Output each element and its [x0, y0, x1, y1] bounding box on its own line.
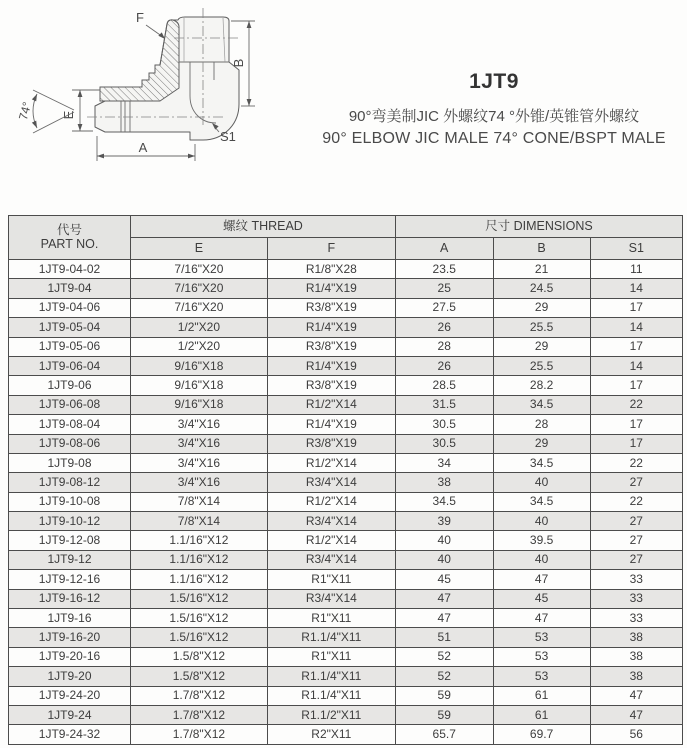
- part-no-cell: 1JT9-12-08: [9, 531, 131, 550]
- arrow-icon: [188, 154, 195, 159]
- value-cell: 47: [493, 609, 590, 628]
- value-cell: R3/4"X14: [267, 589, 395, 608]
- table-header-row-1: [9, 216, 683, 238]
- table-row: [9, 415, 683, 434]
- table-row: [9, 647, 683, 666]
- value-cell: 45: [395, 570, 493, 589]
- table-row: [9, 550, 683, 569]
- part-no-cell: 1JT9-20: [9, 667, 131, 686]
- col-header-e: E: [130, 238, 267, 260]
- value-cell: 1.1/16"X12: [130, 570, 267, 589]
- value-cell: 52: [395, 647, 493, 666]
- value-cell: R2"X11: [267, 725, 395, 745]
- value-cell: R1/4"X19: [267, 356, 395, 375]
- arrow-icon: [247, 21, 252, 28]
- value-cell: R3/4"X14: [267, 473, 395, 492]
- part-no-cell: 1JT9-06-04: [9, 356, 131, 375]
- value-cell: 38: [395, 473, 493, 492]
- value-cell: 40: [493, 550, 590, 569]
- value-cell: 47: [395, 589, 493, 608]
- table-row: [9, 609, 683, 628]
- value-cell: R3/8"X19: [267, 298, 395, 317]
- value-cell: 1.1/16"X12: [130, 550, 267, 569]
- table-row: [9, 395, 683, 414]
- table-row: [9, 473, 683, 492]
- col-header-a: A: [395, 238, 493, 260]
- value-cell: 29: [493, 337, 590, 356]
- section-hatch: [100, 20, 179, 101]
- technical-drawing: [2, 0, 302, 198]
- table-row: [9, 570, 683, 589]
- part-no-cell: 1JT9-04-02: [9, 260, 131, 279]
- value-cell: 1/2"X20: [130, 318, 267, 337]
- part-no-cell: 1JT9-08-06: [9, 434, 131, 453]
- value-cell: 17: [590, 337, 682, 356]
- value-cell: 34.5: [493, 395, 590, 414]
- value-cell: 53: [493, 647, 590, 666]
- value-cell: 29: [493, 434, 590, 453]
- value-cell: 17: [590, 434, 682, 453]
- value-cell: 51: [395, 628, 493, 647]
- value-cell: 52: [395, 667, 493, 686]
- value-cell: 7/16"X20: [130, 279, 267, 298]
- value-cell: 31.5: [395, 395, 493, 414]
- value-cell: R1"X11: [267, 570, 395, 589]
- value-cell: 1.7/8"X12: [130, 705, 267, 724]
- value-cell: 25.5: [493, 318, 590, 337]
- value-cell: 3/4"X16: [130, 473, 267, 492]
- value-cell: 1.7/8"X12: [130, 725, 267, 745]
- value-cell: 3/4"X16: [130, 415, 267, 434]
- value-cell: 27: [590, 473, 682, 492]
- value-cell: R3/4"X14: [267, 550, 395, 569]
- table-row: [9, 453, 683, 472]
- part-no-cell: 1JT9-05-06: [9, 337, 131, 356]
- part-no-cell: 1JT9-04-06: [9, 298, 131, 317]
- table-row: [9, 589, 683, 608]
- value-cell: 25.5: [493, 356, 590, 375]
- part-no-cell: 1JT9-04: [9, 279, 131, 298]
- arrow-icon: [97, 154, 104, 159]
- value-cell: 1.5/8"X12: [130, 647, 267, 666]
- value-cell: 21: [493, 260, 590, 279]
- table-row: [9, 279, 683, 298]
- value-cell: R1/2"X14: [267, 453, 395, 472]
- part-no-header: [9, 216, 131, 260]
- table-row: [9, 376, 683, 395]
- value-cell: 1.5/8"X12: [130, 667, 267, 686]
- value-cell: 1.5/16"X12: [130, 589, 267, 608]
- value-cell: 3/4"X16: [130, 434, 267, 453]
- value-cell: R1.1/4"X11: [267, 667, 395, 686]
- value-cell: 40: [395, 550, 493, 569]
- value-cell: 40: [493, 473, 590, 492]
- thread-group-header: 螺纹 THREAD: [130, 216, 395, 238]
- table-row: [9, 705, 683, 724]
- value-cell: R1/8"X28: [267, 260, 395, 279]
- part-no-header-zh: 代号: [56, 222, 82, 237]
- value-cell: 14: [590, 356, 682, 375]
- value-cell: 22: [590, 453, 682, 472]
- table-row: [9, 260, 683, 279]
- arrow-icon: [32, 93, 39, 101]
- table-row: [9, 298, 683, 317]
- value-cell: 26: [395, 356, 493, 375]
- value-cell: 22: [590, 395, 682, 414]
- part-no-cell: 1JT9-08-04: [9, 415, 131, 434]
- value-cell: 38: [590, 667, 682, 686]
- dim-label-e: E: [61, 110, 76, 120]
- table-row: [9, 667, 683, 686]
- value-cell: 34.5: [493, 453, 590, 472]
- value-cell: R1/4"X19: [267, 279, 395, 298]
- part-no-cell: 1JT9-08: [9, 453, 131, 472]
- parts-table-body: [9, 260, 683, 745]
- table-row: [9, 356, 683, 375]
- value-cell: R3/8"X19: [267, 376, 395, 395]
- dim-label-f: F: [136, 10, 144, 25]
- part-no-cell: 1JT9-10-12: [9, 512, 131, 531]
- value-cell: 17: [590, 298, 682, 317]
- value-cell: R1.1/2"X11: [267, 705, 395, 724]
- parts-table: [8, 215, 683, 745]
- value-cell: 53: [493, 667, 590, 686]
- value-cell: 30.5: [395, 434, 493, 453]
- value-cell: R1"X11: [267, 647, 395, 666]
- value-cell: 65.7: [395, 725, 493, 745]
- value-cell: R3/8"X19: [267, 337, 395, 356]
- value-cell: R3/4"X14: [267, 512, 395, 531]
- part-no-cell: 1JT9-16-12: [9, 589, 131, 608]
- value-cell: 61: [493, 705, 590, 724]
- value-cell: R1.1/4"X11: [267, 686, 395, 705]
- value-cell: 29: [493, 298, 590, 317]
- part-no-cell: 1JT9-05-04: [9, 318, 131, 337]
- value-cell: 24.5: [493, 279, 590, 298]
- part-no-cell: 1JT9-16-20: [9, 628, 131, 647]
- value-cell: R1/2"X14: [267, 492, 395, 511]
- table-row: [9, 337, 683, 356]
- value-cell: 38: [590, 647, 682, 666]
- value-cell: 30.5: [395, 415, 493, 434]
- value-cell: 22: [590, 492, 682, 511]
- value-cell: 40: [395, 531, 493, 550]
- page-title: 1JT9: [469, 70, 519, 93]
- value-cell: 1.7/8"X12: [130, 686, 267, 705]
- value-cell: 7/16"X20: [130, 260, 267, 279]
- value-cell: 9/16"X18: [130, 376, 267, 395]
- value-cell: 28.2: [493, 376, 590, 395]
- value-cell: 7/16"X20: [130, 298, 267, 317]
- arrow-icon: [247, 99, 252, 106]
- subtitle-chinese: 90°弯美制JIC 外螺纹74 °外锥/英锥管外螺纹: [348, 108, 640, 125]
- value-cell: 59: [395, 705, 493, 724]
- table-row: [9, 531, 683, 550]
- value-cell: 47: [493, 570, 590, 589]
- value-cell: 69.7: [493, 725, 590, 745]
- value-cell: 25: [395, 279, 493, 298]
- value-cell: 7/8"X14: [130, 512, 267, 531]
- value-cell: 39.5: [493, 531, 590, 550]
- value-cell: 28: [493, 415, 590, 434]
- value-cell: 59: [395, 686, 493, 705]
- value-cell: 34.5: [395, 492, 493, 511]
- value-cell: 28: [395, 337, 493, 356]
- value-cell: 3/4"X16: [130, 453, 267, 472]
- part-no-cell: 1JT9-16: [9, 609, 131, 628]
- table-row: [9, 725, 683, 745]
- value-cell: R1"X11: [267, 609, 395, 628]
- value-cell: 33: [590, 609, 682, 628]
- value-cell: 14: [590, 279, 682, 298]
- part-no-cell: 1JT9-24-32: [9, 725, 131, 745]
- dim-label-s1: S1: [220, 129, 236, 144]
- value-cell: 1.5/16"X12: [130, 609, 267, 628]
- subtitle-english: 90° ELBOW JIC MALE 74° CONE/BSPT MALE: [322, 130, 666, 147]
- value-cell: 33: [590, 570, 682, 589]
- value-cell: 14: [590, 318, 682, 337]
- col-header-f: F: [267, 238, 395, 260]
- part-no-cell: 1JT9-06-08: [9, 395, 131, 414]
- value-cell: 53: [493, 628, 590, 647]
- col-header-b: B: [493, 238, 590, 260]
- value-cell: 27: [590, 512, 682, 531]
- value-cell: 17: [590, 415, 682, 434]
- table-row: [9, 492, 683, 511]
- dim-label-a: A: [138, 140, 148, 155]
- value-cell: 27: [590, 550, 682, 569]
- value-cell: R1.1/4"X11: [267, 628, 395, 647]
- value-cell: 11: [590, 260, 682, 279]
- value-cell: R3/8"X19: [267, 434, 395, 453]
- value-cell: 47: [395, 609, 493, 628]
- arrow-icon: [78, 124, 83, 131]
- value-cell: 1/2"X20: [130, 337, 267, 356]
- part-no-cell: 1JT9-12: [9, 550, 131, 569]
- value-cell: 38: [590, 628, 682, 647]
- table-row: [9, 686, 683, 705]
- value-cell: 27: [590, 531, 682, 550]
- value-cell: 1.5/16"X12: [130, 628, 267, 647]
- value-cell: R1/4"X19: [267, 318, 395, 337]
- value-cell: 56: [590, 725, 682, 745]
- table-row: [9, 512, 683, 531]
- value-cell: 39: [395, 512, 493, 531]
- value-cell: R1/2"X14: [267, 395, 395, 414]
- value-cell: 9/16"X18: [130, 395, 267, 414]
- value-cell: 61: [493, 686, 590, 705]
- value-cell: 17: [590, 376, 682, 395]
- value-cell: 34: [395, 453, 493, 472]
- dimensions-group-header: 尺寸 DIMENSIONS: [395, 216, 682, 238]
- part-no-cell: 1JT9-06: [9, 376, 131, 395]
- value-cell: 47: [590, 686, 682, 705]
- value-cell: 34.5: [493, 492, 590, 511]
- arrow-icon: [78, 90, 83, 97]
- dim-label-b: B: [231, 58, 246, 68]
- col-header-s1: S1: [590, 238, 682, 260]
- value-cell: R1/2"X14: [267, 531, 395, 550]
- part-no-cell: 1JT9-24-20: [9, 686, 131, 705]
- value-cell: 28.5: [395, 376, 493, 395]
- part-no-cell: 1JT9-24: [9, 705, 131, 724]
- value-cell: 33: [590, 589, 682, 608]
- value-cell: 1.1/16"X12: [130, 531, 267, 550]
- table-row: [9, 318, 683, 337]
- value-cell: 7/8"X14: [130, 492, 267, 511]
- part-no-cell: 1JT9-12-16: [9, 570, 131, 589]
- value-cell: 9/16"X18: [130, 356, 267, 375]
- value-cell: 26: [395, 318, 493, 337]
- value-cell: 47: [590, 705, 682, 724]
- part-no-cell: 1JT9-08-12: [9, 473, 131, 492]
- value-cell: R1/4"X19: [267, 415, 395, 434]
- table-row: [9, 628, 683, 647]
- arrow-icon: [32, 121, 39, 129]
- cone-angle-label: 74°: [16, 100, 35, 122]
- title-block: [305, 70, 683, 148]
- value-cell: 23.5: [395, 260, 493, 279]
- value-cell: 45: [493, 589, 590, 608]
- part-no-header-en: PART NO.: [40, 236, 99, 251]
- value-cell: 40: [493, 512, 590, 531]
- table-row: [9, 434, 683, 453]
- value-cell: 27.5: [395, 298, 493, 317]
- part-no-cell: 1JT9-10-08: [9, 492, 131, 511]
- part-no-cell: 1JT9-20-16: [9, 647, 131, 666]
